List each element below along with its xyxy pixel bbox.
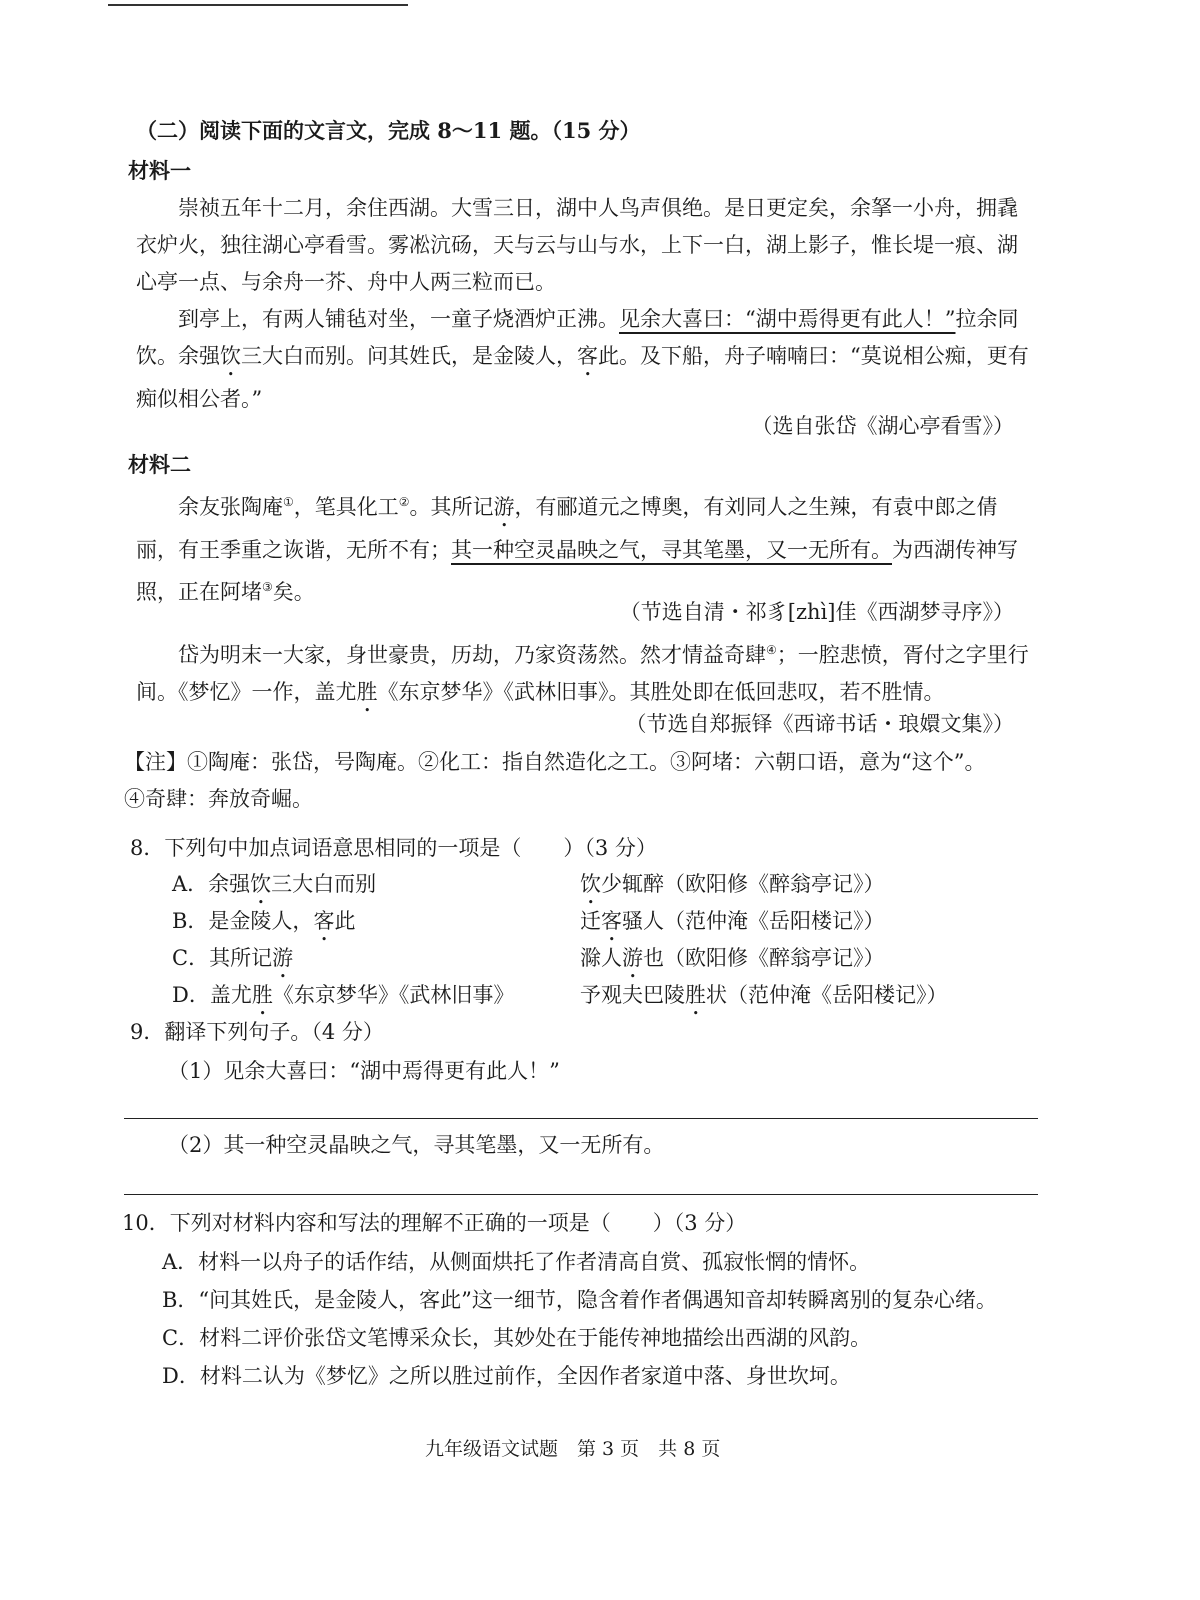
question-10-option-c: C．材料二评价张岱文笔博采众长，其妙处在于能传神地描绘出西湖的风韵。 <box>162 1326 872 1350</box>
question-8-option-b-left <box>172 905 355 946</box>
note-marker-2: ② <box>398 495 410 509</box>
underlined-sentence-2: 其一种空灵晶映之气，寻其笔墨，又一无所有。 <box>451 538 892 562</box>
option-text: 予观夫巴陵 <box>580 983 685 1007</box>
question-10-stem: 10．下列对材料内容和写法的理解不正确的一项是（ ）（3 分） <box>122 1211 747 1235</box>
question-9-stem: 9．翻译下列句子。（4 分） <box>130 1020 384 1044</box>
dotted-word-ke: 客 <box>577 344 598 368</box>
question-8-stem: 8．下列句中加点词语意思相同的一项是（ ）（3 分） <box>130 836 657 860</box>
m1-p2-text-b1: 拉余同饮。余强 <box>136 307 1019 368</box>
note-marker-4: ④ <box>766 643 777 657</box>
dotted-word: 饮 <box>580 872 601 896</box>
question-8-option-b-right <box>580 905 885 946</box>
page-footer: 九年级语文试题 第 3 页 共 8 页 <box>425 1438 721 1460</box>
material-two-paragraph-2 <box>136 632 1036 717</box>
annotation-line-2: ④奇肆：奔放奇崛。 <box>124 787 313 811</box>
material-one-heading: 材料一 <box>128 158 191 183</box>
question-8-option-c-left <box>172 942 293 983</box>
question-8-option-a-left <box>172 868 376 909</box>
dotted-word: 客 <box>313 909 335 933</box>
option-text: 滁人 <box>580 946 622 970</box>
question-10-option-a: A．材料一以舟子的话作结，从侧面烘托了作者清高自赏、孤寂怅惘的情怀。 <box>162 1250 871 1274</box>
annotation-line-1: 【注】①陶庵：张岱，号陶庵。②化工：指自然造化之工。③阿堵：六朝口语，意为“这个”。 <box>124 750 986 774</box>
dotted-word: 胜 <box>685 983 706 1007</box>
option-text: B．是金陵人， <box>172 909 314 933</box>
material-one-paragraph-1 <box>136 190 1036 301</box>
question-8-option-d-right <box>580 979 948 1020</box>
option-text: D．盖尤 <box>172 983 252 1007</box>
material-two-source-2: （节选自郑振铎《西谛书话・琅嬛文集》） <box>625 712 1014 736</box>
top-border-line <box>108 4 408 6</box>
m2-p1-text-c2: ，有郦道元之博奥，有刘同人之生辣，有袁中郎之倩丽，有王季重之诙谐，无所不有； <box>136 495 998 562</box>
question-10-option-b: B．“问其姓氏，是金陵人，客此”这一细节，隐含着作者偶遇知音却转瞬离别的复杂心绪。 <box>162 1288 997 1312</box>
material-one-paragraph-2 <box>136 301 1036 418</box>
option-text: 《东京梦华》《武林旧事》 <box>272 983 515 1007</box>
material-two-source-1: （节选自清・祁豸[zhì]佳《西湖梦寻序》） <box>619 600 1014 624</box>
m2-p1-text-a: 余友张陶庵 <box>178 495 283 519</box>
dotted-word: 饮 <box>250 872 272 896</box>
option-text: 三大白而别 <box>271 872 377 896</box>
dotted-word-you: 游 <box>493 495 515 519</box>
m1-p1-text: 崇祯五年十二月，余住西湖。大雪三日，湖中人鸟声俱绝。是日更定矣，余拏一小舟，拥毳衣炉火，独往湖心亭看雪。雾凇沆砀，天与云与山与水，上下一白，湖上影子，惟长堤一痕、湖心亭一点、与余舟一芥、舟中人两三粒而已。 <box>136 196 1018 294</box>
question-9-sentence-1: （1）见余大喜曰：“湖中焉得更有此人！” <box>168 1059 560 1083</box>
m2-p1-text-b: ，笔具化工 <box>293 495 399 519</box>
note-marker-1: ① <box>283 495 294 509</box>
answer-line-1[interactable] <box>124 1118 1038 1119</box>
note-marker-3: ③ <box>262 580 273 594</box>
option-text: C．其所记 <box>172 946 273 970</box>
dotted-word: 客 <box>601 909 622 933</box>
m2-p1-text-e: 矣。 <box>272 580 315 604</box>
m1-p2-text-a: 到亭上，有两人铺毡对坐，一童子烧酒炉正沸。 <box>178 307 619 331</box>
m2-p2-text-b2: 《东京梦华》《武林旧事》。其胜处即在低回悲叹，若不胜情。 <box>377 680 945 704</box>
option-text: 状（范仲淹《岳阳楼记》） <box>706 983 948 1007</box>
dotted-word-sheng: 胜 <box>356 680 378 704</box>
m2-p2-text-a: 岱为明末一大家，身世豪贵，历劫，乃家资荡然。然才情益奇肆 <box>178 643 766 667</box>
material-two-paragraph-1 <box>136 484 1036 611</box>
m2-p1-text-c1: 。其所记 <box>409 495 494 519</box>
dotted-word: 游 <box>622 946 643 970</box>
dotted-word-yin: 饮 <box>220 344 241 368</box>
option-text: 少辄醉（欧阳修《醉翁亭记》） <box>601 872 885 896</box>
question-8-option-a-right <box>580 868 885 909</box>
section-header: （二）阅读下面的文言文，完成 8～11 题。（15 分） <box>136 118 641 143</box>
option-text: 迁 <box>580 909 601 933</box>
answer-line-2[interactable] <box>124 1194 1038 1195</box>
option-text: A．余强 <box>172 872 251 896</box>
dotted-word: 胜 <box>251 983 273 1007</box>
underlined-sentence-1: 见余大喜曰：“湖中焉得更有此人！” <box>619 307 956 331</box>
dotted-word: 游 <box>272 946 294 970</box>
option-text: 此 <box>334 909 356 933</box>
m1-p2-text-b2: 三大白而别。问其姓氏，是金陵人， <box>241 344 577 368</box>
m2-p2-text-b1: ；一腔悲愤，胥付之字里行间。《梦忆》一作，盖尤 <box>136 643 1029 704</box>
question-10-option-d: D．材料二认为《梦忆》之所以胜过前作，全因作者家道中落、身世坎坷。 <box>162 1364 851 1388</box>
question-8-option-c-right <box>580 942 885 983</box>
material-two-heading: 材料二 <box>128 452 191 477</box>
m1-p2-text-b3: 此。及下船，舟子喃喃曰：“莫说相公痴，更有痴似相公者。” <box>136 344 1029 411</box>
material-one-source: （选自张岱《湖心亭看雪》） <box>751 414 1014 438</box>
option-text: 也（欧阳修《醉翁亭记》） <box>643 946 885 970</box>
question-9-sentence-2: （2）其一种空灵晶映之气，寻其笔墨，又一无所有。 <box>168 1133 665 1157</box>
option-text: 骚人（范仲淹《岳阳楼记》） <box>622 909 885 933</box>
m2-p1-text-d: 为西湖传神写照，正在阿堵 <box>136 538 1018 604</box>
